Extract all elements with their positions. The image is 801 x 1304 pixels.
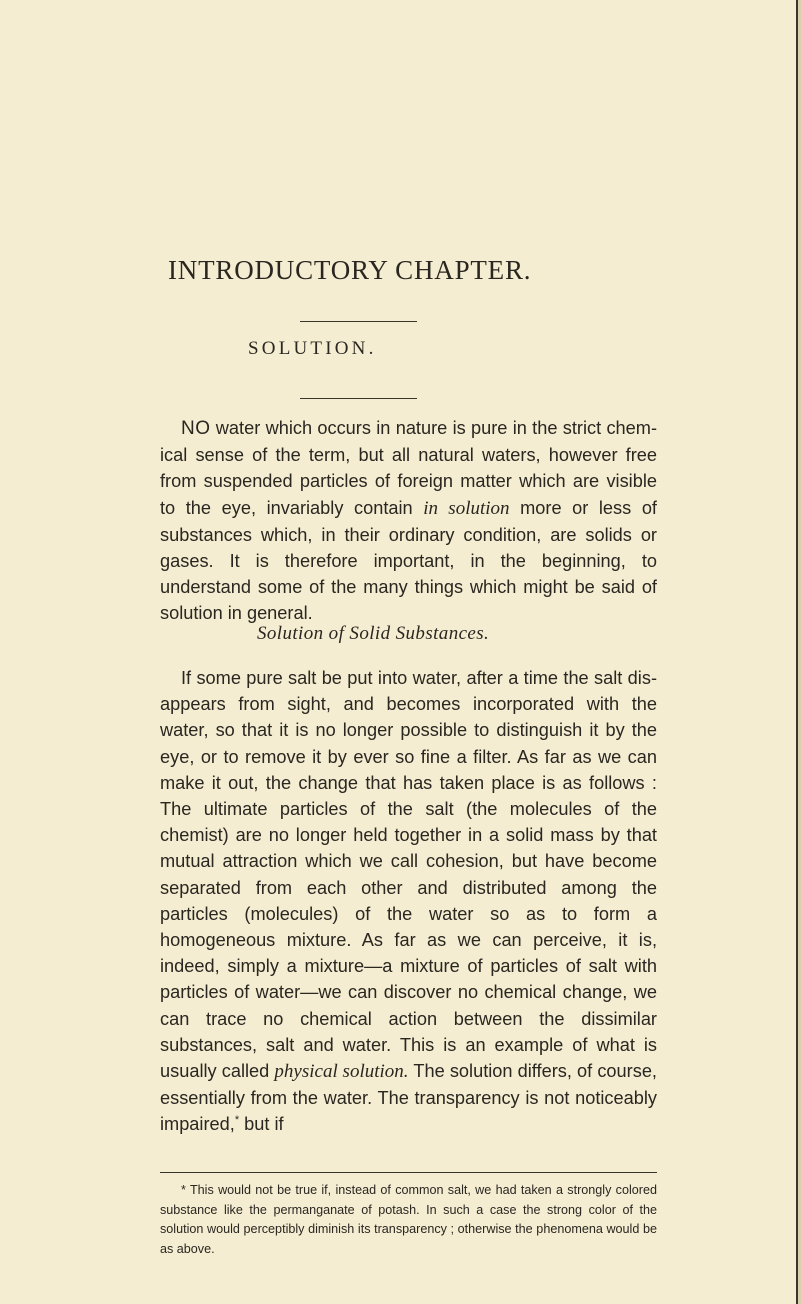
footnote-mark: * (181, 1183, 186, 1197)
footnote-reference[interactable]: * (234, 1114, 240, 1127)
paragraph-intro-text-b: more or less of substances which, in their ordinary condition, are solids or gases. It is therefore important, in the beginning, to understand some of the many things which might be said of solution in general. (160, 497, 657, 624)
page-edge-line (796, 0, 798, 1304)
footnote (160, 1181, 657, 1260)
title-divider-top (300, 321, 417, 322)
paragraph-solid-text-a: If some pure salt be put into water, after a time the salt disappears from sight, and becomes incorporated with the water, so that it is no longer possible to distinguish it by the eye, or to remove it by ever so fine a filter. As far as we can make it out, the change that has taken place is as follows : The ultimate particles of the salt (the molecules of the chemist) are no longer held together in a solid mass by that mutual attraction which we call cohesion, but have become separated from each other and distributed among the particles (molecules) of the water so as to form a homogeneous mixture. As far as we can perceive, it is, indeed, simply a mixture—a mixture of particles of salt with particles of water—we can discover no chemical change, we can trace no chemical action between the dissimilar substances, salt and water. This is an example of what is usually called (160, 668, 657, 1082)
subheading: Solution of Solid Substances. (257, 623, 490, 644)
title-divider-bottom (300, 398, 417, 399)
paragraph-intro (160, 415, 657, 627)
footnote-text: This would not be true if, instead of common salt, we had taken a strongly colored substance like the permanganate of potash. In such a case the strong color of the solution would perceptibly diminish its transparency ; otherwise the phenomena would be as above. (160, 1183, 657, 1257)
drop-word: NO (181, 418, 211, 439)
paragraph-solid-text-c: but if (239, 1114, 284, 1135)
paragraph-solid-text-b: The solution differs, of course, essentially from the water. The transparency is not noticeably impaired, (160, 1061, 657, 1135)
paragraph-solid-substances (160, 665, 657, 1138)
chapter-title: INTRODUCTORY CHAPTER. (168, 255, 532, 285)
section-title: SOLUTION. (248, 338, 377, 359)
paragraph-intro-text-a: water which occurs in nature is pure in the strict chemical sense of the term, but all natural waters, however free from suspended particles of foreign matter which are visible to the eye, invariably contain (160, 418, 657, 518)
paragraph-intro-italic: in solution (423, 497, 510, 519)
footnote-divider (160, 1172, 657, 1173)
paragraph-solid-italic: physical solution. (274, 1061, 409, 1083)
